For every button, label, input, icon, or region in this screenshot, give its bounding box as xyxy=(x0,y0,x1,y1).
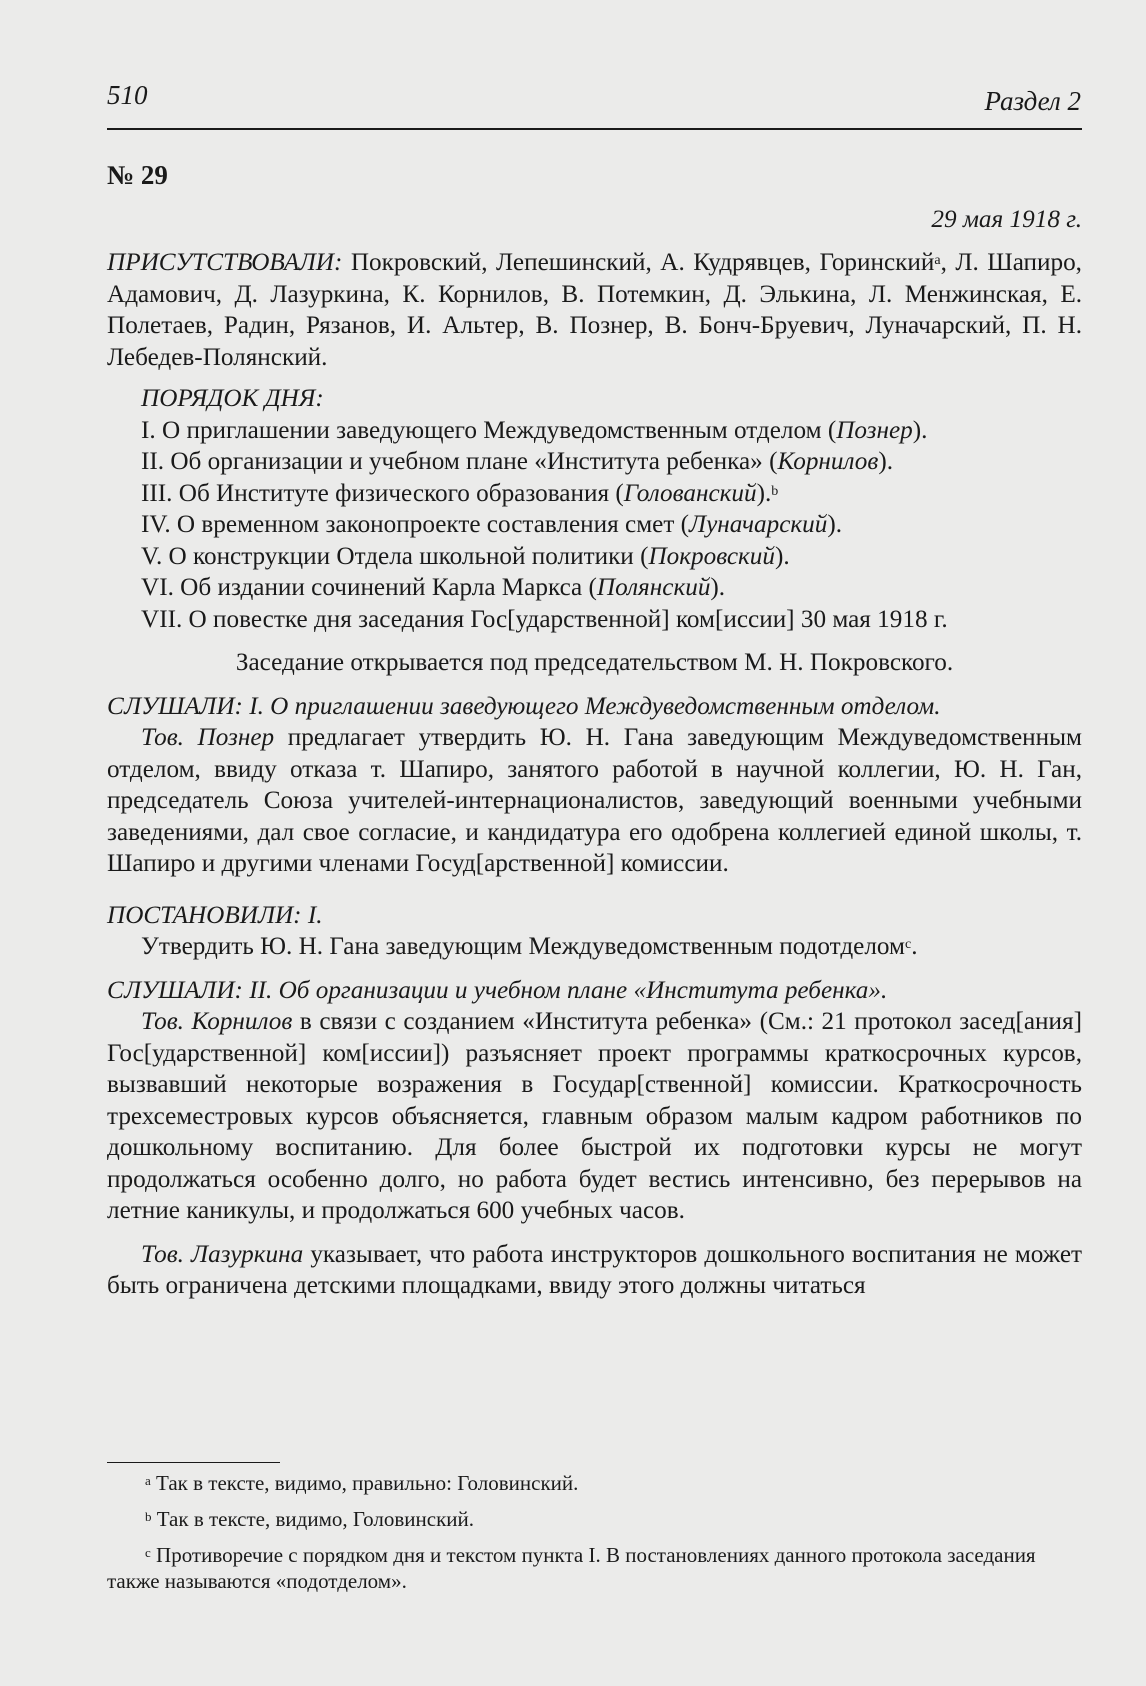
document-number: № 29 xyxy=(107,160,168,190)
lazurkina-paragraph: Тов. Лазуркина указывает, что работа инструкторов дошкольного воспитания не может быть ограничена детскими площадками, ввиду этого должны читаться xyxy=(107,1240,1083,1299)
resolved-1-heading: ПОСТАНОВИЛИ: I. xyxy=(107,901,323,929)
attendees-text-1: Покровский, Лепешинский, А. Кудрявцев, Горинский xyxy=(342,249,935,276)
agenda-item: VII. О повестке дня заседания Гос[ударственной] ком[иссии] 30 мая 1918 г. xyxy=(141,605,948,633)
footnote: $^a$ Так в тексте, видимо, правильно: Головинский. xyxy=(145,1471,579,1495)
heard-1-body: Тов. Познер предлагает утвердить Ю. Н. Гана заведующим Междуведомственным отделом, ввиду отказа т. Шапиро, занятого работой в научной коллегии, Ю. Н. Ган, председатель Союза учителей-интернационалистов, заведующий военными учебными заведениями, дал свое согласие, и кандидатура его одобрена коллегией единой школы, т. Шапиро и другими членами Госуд[арственной] комиссии. xyxy=(107,724,1082,877)
footnote-ref-b: b xyxy=(771,483,779,499)
heard-2-heading: СЛУШАЛИ: II. Об организации и учебном плане «Института ребенка». xyxy=(107,976,888,1004)
heard-2-body: Тов. Корнилов в связи с созданием «Института ребенка» (См.: 21 протокол засед[ания] Гос[ударственной] ком[иссии]) разъясняет проект программы краткосрочных курсов, вызвавший некоторые возражения в Государ[ственной] комиссии. Краткосрочность трехсеместровых курсов объясняется, главным образом малым кадром работников по дошкольному воспитанию. Для более быстрой их подготовки курсы не могут продолжаться особенно долго, но работа будет вестись интенсивно, без перерывов на летние каникулы, и продолжаться 600 учебных часов. xyxy=(107,1008,1082,1224)
section-title: Раздел 2 xyxy=(984,86,1081,116)
agenda-item: V. О конструкции Отдела школьной политики (Покровский). xyxy=(141,542,790,570)
resolved-1-body: Утвердить Ю. Н. Гана заведующим Междуведомственным подотделом$^c$. xyxy=(141,933,918,960)
agenda-item: II. Об организации и учебном плане «Института ребенка» (Корнилов). xyxy=(141,448,894,475)
agenda-item: IV. О временном законопроекте составления смет (Луначарский). xyxy=(141,511,843,538)
speaker-name: Тов. Познер xyxy=(141,724,275,751)
footnote-rule xyxy=(107,1462,280,1463)
agenda-list xyxy=(107,415,1082,636)
speaker-name: Тов. Корнилов xyxy=(141,1008,293,1035)
attendees-paragraph xyxy=(107,247,1082,373)
attendees-label: ПРИСУТСТВОВАЛИ: xyxy=(107,249,343,276)
agenda-item: I. О приглашении заведующего Междуведомственным отделом (Познер). xyxy=(141,416,928,444)
footnote-ref-a: a xyxy=(934,253,941,268)
document-body xyxy=(107,160,1082,1302)
attendees-text-2: , Л. Шапиро, Адамович, Д. Лазуркина, К. Корнилов, В. Потемкин, Д. Элькина, Л. Менжинская, Е. Полетаев, Радин, Рязанов, И. Альтер, В. Познер, В. Бонч-Бруевич, Луначарский, П. Н. Лебедев-Полянский. xyxy=(107,249,1082,371)
footnote: $^b$ Так в тексте, видимо, Головинский. xyxy=(145,1507,474,1531)
session-opening: Заседание открывается под председательством М. Н. Покровского. xyxy=(235,649,954,676)
footnote: $^c$ Противоречие с порядком дня и текстом пункта I. В постановлениях данного протокола заседания также называются «подотделом». xyxy=(107,1543,1036,1593)
speaker-name: Тов. Лазуркина xyxy=(141,1240,304,1268)
page-number: 510 xyxy=(107,80,148,110)
agenda-item: VI. Об издании сочинений Карла Маркса (Полянский). xyxy=(141,574,726,601)
heard-1-heading: СЛУШАЛИ: I. О приглашении заведующего Междуведомственным отделом. xyxy=(107,692,941,720)
document-date: 29 мая 1918 г. xyxy=(931,205,1082,233)
page-header xyxy=(107,80,1081,120)
footnotes xyxy=(107,1470,1082,1604)
header-rule xyxy=(107,128,1082,130)
footnote-ref-c: c xyxy=(904,937,912,952)
agenda-heading: ПОРЯДОК ДНЯ: xyxy=(141,385,324,412)
agenda-item: III. Об Институте физического образования (Голованский).$^b$ xyxy=(141,479,779,507)
